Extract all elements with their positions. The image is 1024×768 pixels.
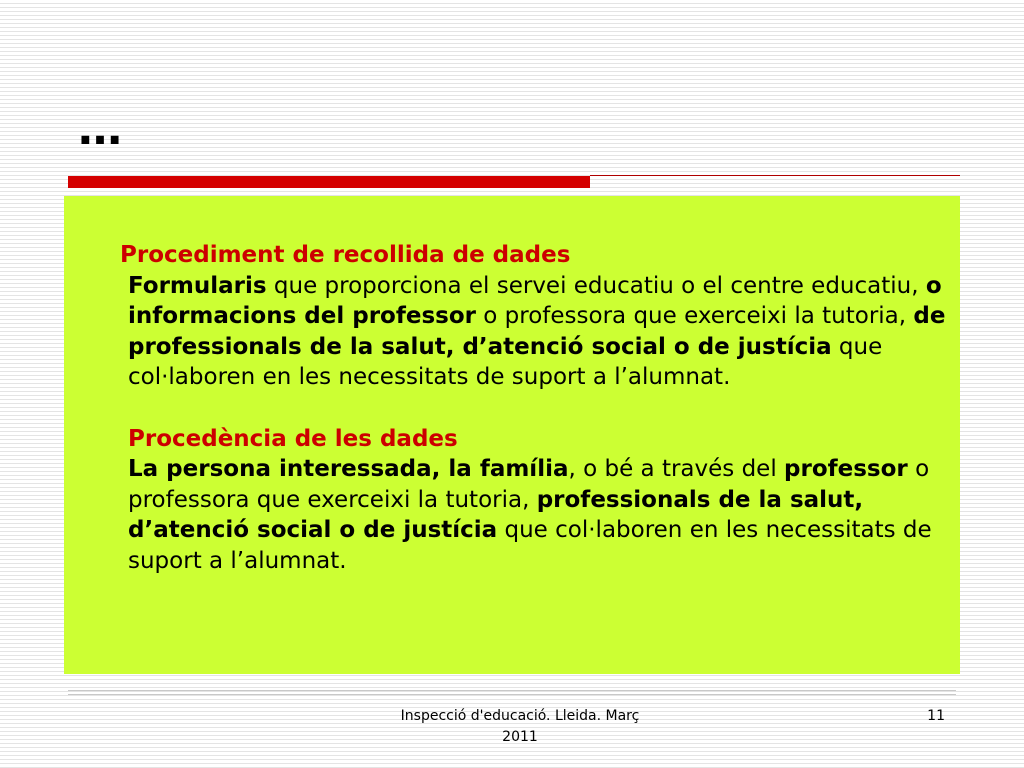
text-run: o professora que exerceixi la tutoria, [128, 456, 930, 513]
title-underline-thin [590, 175, 960, 176]
slide-footer [355, 706, 685, 748]
text-run: Formularis [128, 272, 267, 299]
text-run: , o bé a través del [568, 456, 785, 482]
footer-line-1: Inspecció d'educació. Lleida. Març [400, 708, 640, 724]
text-run: professionals de la salut, d’atenció social o de justícia [128, 486, 864, 543]
footer-line-2: 2011 [502, 729, 538, 745]
text-run: que col·laboren en les necessitats de suport a l’alumnat. [128, 517, 932, 574]
section-procedencia [128, 424, 953, 577]
text-run: de professionals de la salut, d’atenció social o de justícia [128, 303, 946, 360]
title-underline-red [68, 176, 590, 188]
text-run: que col·laboren en les necessitats de suport a l’alumnat. [128, 333, 883, 390]
section-heading: Procediment de recollida de dades [120, 242, 571, 268]
text-run: o professora que exerceixi la tutoria, [475, 303, 914, 329]
text-run: La persona interessada, la família [128, 456, 569, 482]
slide-title: … [78, 104, 124, 155]
text-run: o informacions del professor [128, 272, 942, 329]
text-run: que proporciona el servei educatiu o el centre educatiu, [266, 272, 926, 299]
section-procediment [120, 240, 953, 393]
slide-body [120, 240, 953, 576]
page-number: 11 [927, 708, 945, 724]
footer-divider-top [68, 690, 956, 691]
footer-divider-bottom [68, 694, 956, 695]
text-run: professor [784, 456, 908, 482]
section-heading: Procedència de les dades [128, 425, 458, 452]
